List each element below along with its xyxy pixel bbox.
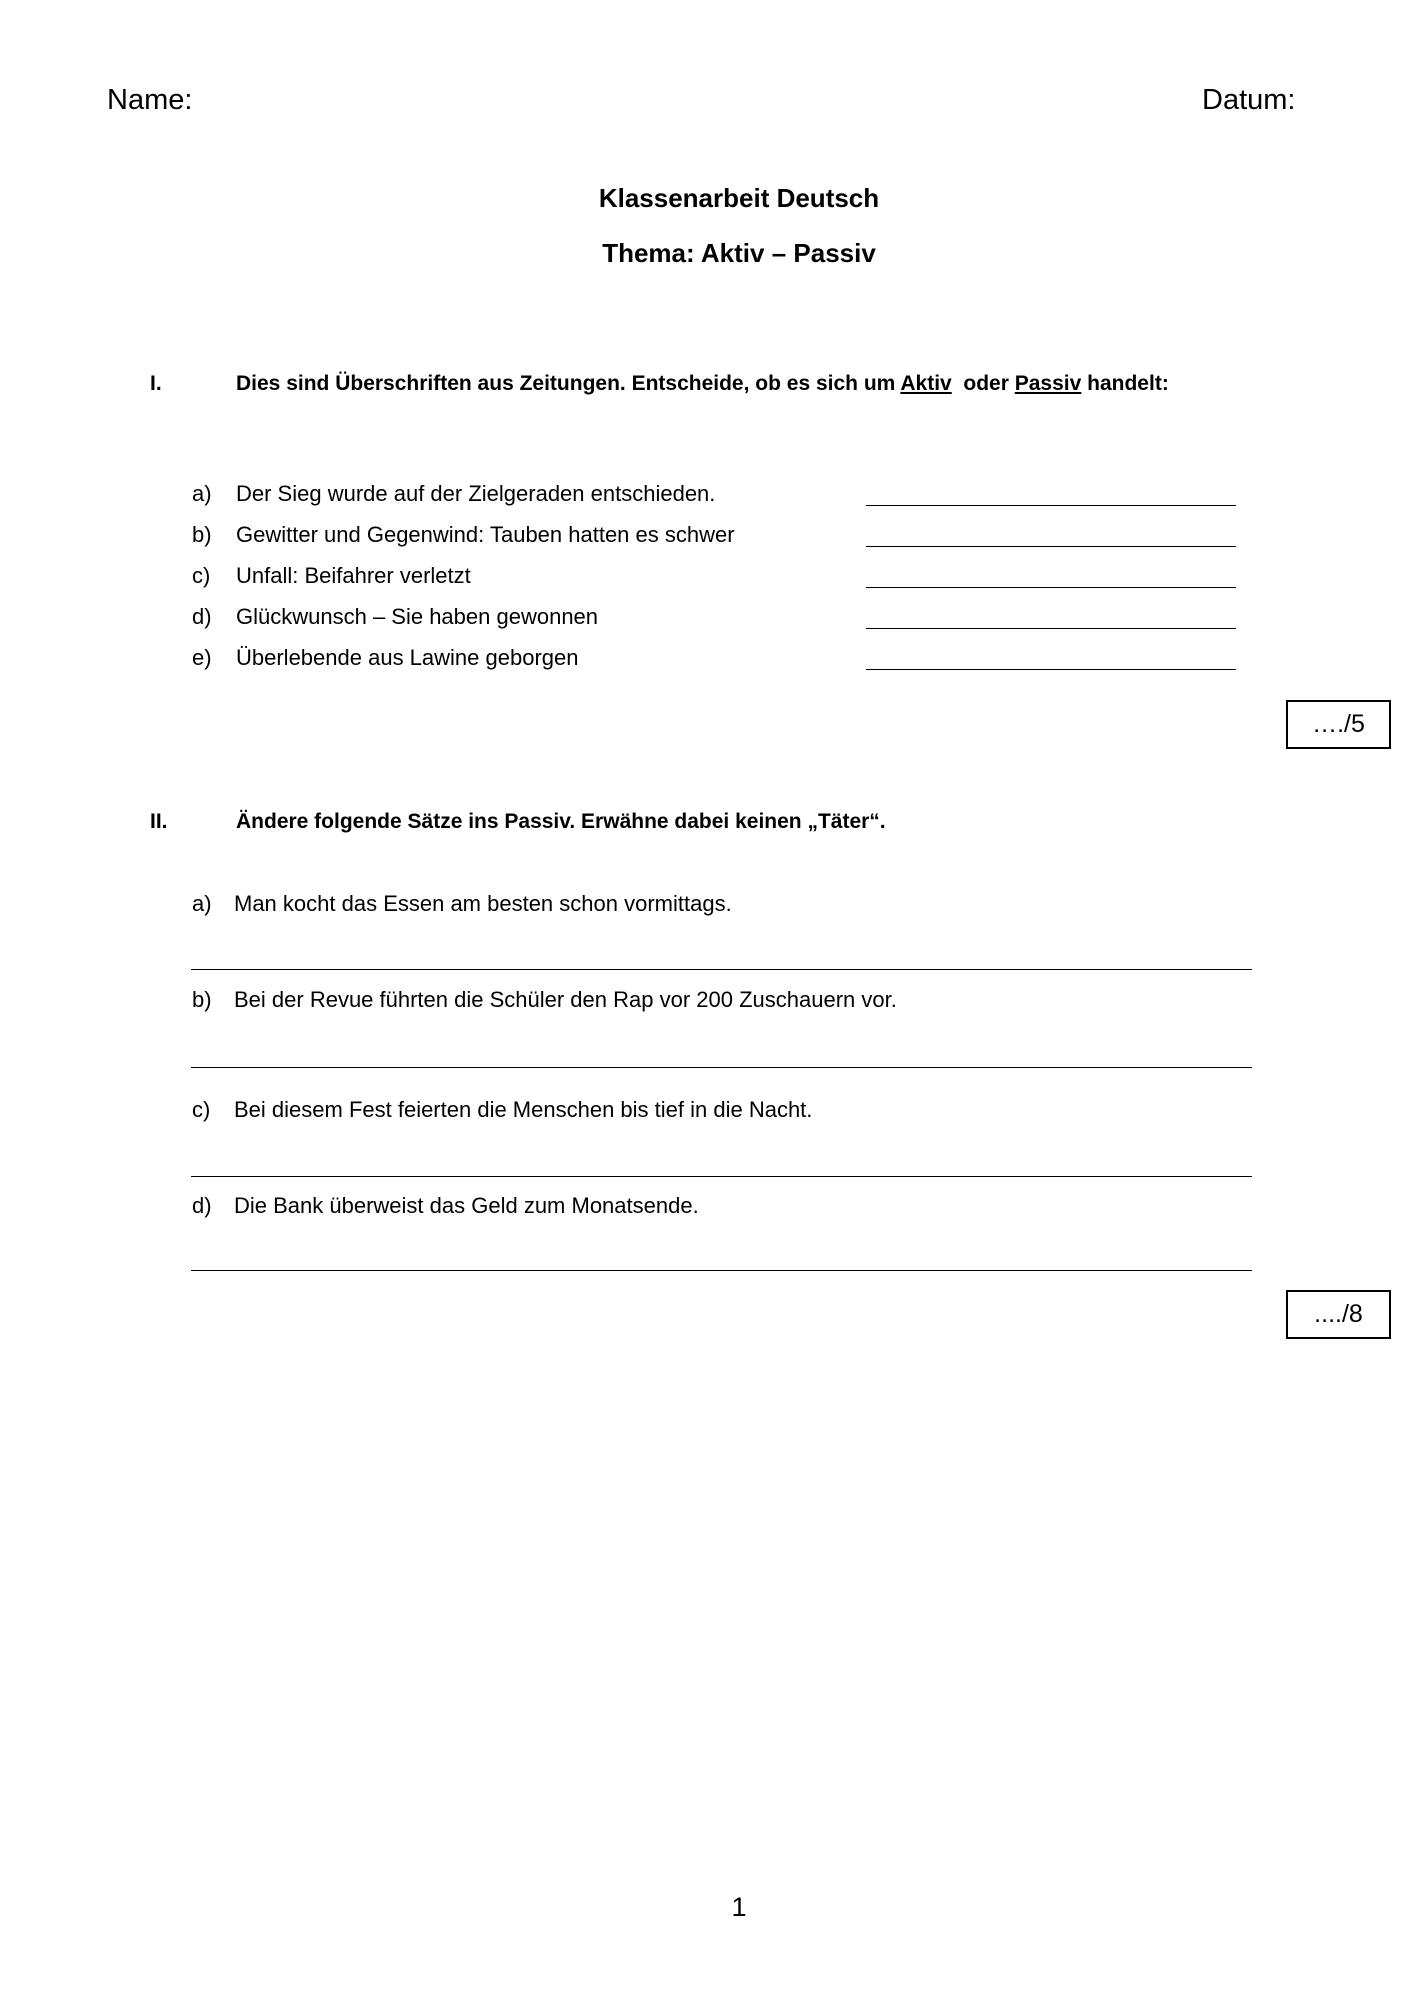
- answer-blank[interactable]: [866, 546, 1236, 547]
- option-passiv: Passiv: [1014, 372, 1082, 395]
- headline-item: Der Sieg wurde auf der Zielgeraden entschieden.: [236, 481, 716, 506]
- item-letter: a): [192, 481, 212, 506]
- sentence-item: Die Bank überweist das Geld zum Monatsende.: [234, 1193, 699, 1218]
- answer-line[interactable]: [191, 1067, 1252, 1068]
- headline-item: Unfall: Beifahrer verletzt: [236, 563, 471, 588]
- answer-blank[interactable]: [866, 505, 1236, 506]
- headline-item: Überlebende aus Lawine geborgen: [236, 645, 579, 670]
- task-2-instruction: Ändere folgende Sätze ins Passiv. Erwähne dabei keinen „Täter“.: [236, 810, 886, 833]
- item-letter: c): [192, 563, 211, 588]
- document-title: Klassenarbeit Deutsch: [598, 183, 880, 213]
- task-2-number: II.: [150, 810, 168, 833]
- answer-blank[interactable]: [866, 587, 1236, 588]
- document-subtitle: Thema: Aktiv – Passiv: [602, 238, 876, 268]
- task-1-instruction: [236, 372, 1169, 396]
- option-aktiv: Aktiv: [900, 372, 952, 395]
- item-letter: b): [192, 522, 212, 547]
- item-letter: c): [192, 1097, 211, 1122]
- answer-blank[interactable]: [866, 669, 1236, 670]
- task-1-text-middle: oder: [951, 372, 1015, 395]
- task-1-text-before: Dies sind Überschriften aus Zeitungen. Entscheide, ob es sich um: [236, 372, 901, 395]
- headline-item: Glückwunsch – Sie haben gewonnen: [236, 604, 599, 629]
- name-label: Name:: [107, 84, 193, 116]
- item-letter: d): [192, 1193, 212, 1218]
- sentence-item: Man kocht das Essen am besten schon vormittags.: [234, 891, 732, 916]
- sentence-item: Bei diesem Fest feierten die Menschen bis tief in die Nacht.: [234, 1097, 813, 1122]
- page-number: 1: [731, 1892, 747, 1922]
- item-letter: e): [192, 645, 212, 670]
- answer-line[interactable]: [191, 969, 1252, 970]
- task-1-number: I.: [150, 372, 162, 395]
- item-letter: a): [192, 891, 212, 916]
- sentence-item: Bei der Revue führten die Schüler den Rap vor 200 Zuschauern vor.: [234, 987, 897, 1012]
- answer-line[interactable]: [191, 1270, 1252, 1271]
- item-letter: b): [192, 987, 212, 1012]
- score-box-task-1[interactable]: …./5: [1286, 700, 1391, 749]
- headline-item: Gewitter und Gegenwind: Tauben hatten es schwer: [236, 522, 735, 547]
- answer-line[interactable]: [191, 1176, 1252, 1177]
- task-1-text-after: handelt:: [1081, 372, 1169, 395]
- date-label: Datum:: [1202, 84, 1296, 116]
- item-letter: d): [192, 604, 212, 629]
- score-box-task-2[interactable]: ..../8: [1286, 1290, 1391, 1339]
- answer-blank[interactable]: [866, 628, 1236, 629]
